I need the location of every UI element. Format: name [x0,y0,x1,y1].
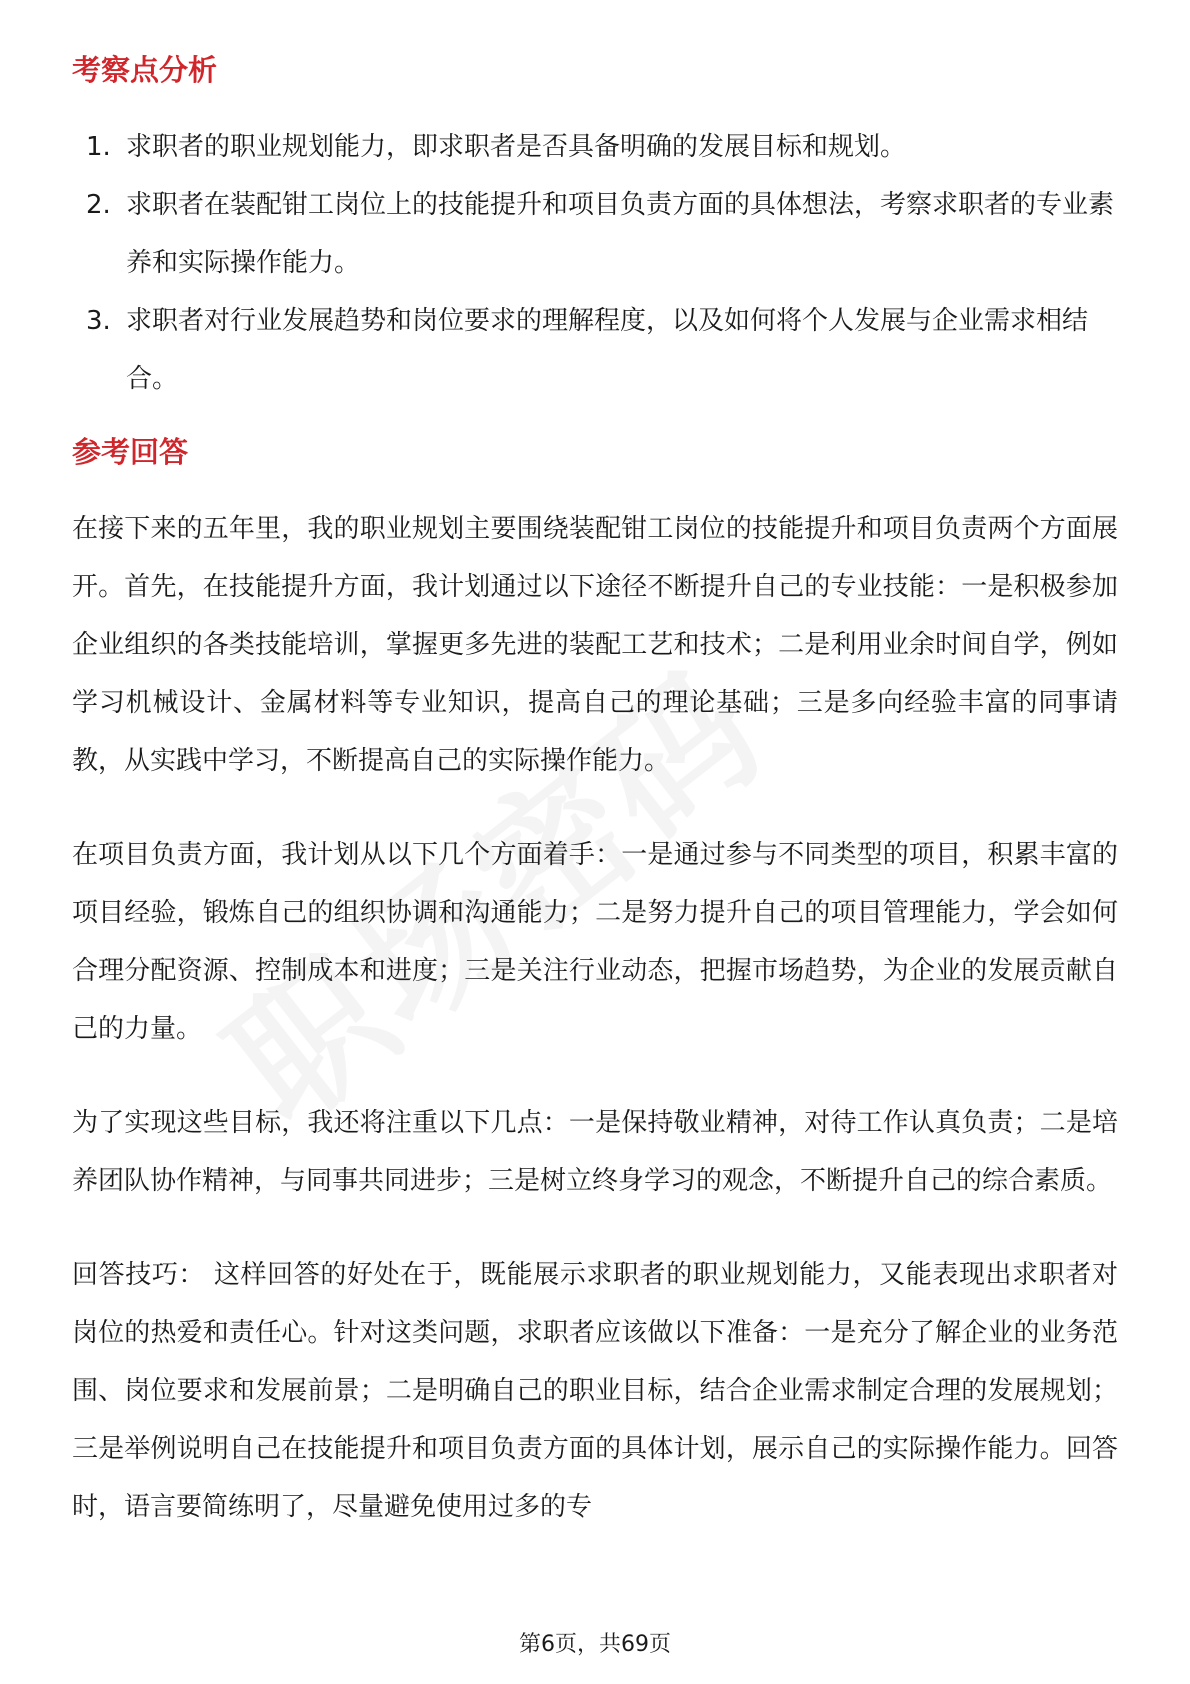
list-number: 3. [86,306,111,336]
analysis-item [72,118,1118,176]
answer-paragraph: 为了实现这些目标，我还将注重以下几点：一是保持敬业精神，对待工作认真负责；二是培养团队协作精神，与同事共同进步；三是树立终身学习的观念，不断提升自己的综合素质。 [72,1108,1118,1196]
list-number: 1. [86,132,111,162]
analysis-item [72,176,1118,292]
answer-body [72,500,1118,1572]
analysis-item [72,292,1118,408]
answer-title: 参考回答 [72,435,189,469]
answer-paragraph: 在接下来的五年里，我的职业规划主要围绕装配钳工岗位的技能提升和项目负责两个方面展开。首先，在技能提升方面，我计划通过以下途径不断提升自己的专业技能：一是积极参加企业组织的各类技能培训，掌握更多先进的装配工艺和技术；二是利用业余时间自学，例如学习机械设计、金属材料等专业知识，提高自己的理论基础；三是多向经验丰富的同事请教，从实践中学习，不断提高自己的实际操作能力。 [72,514,1118,776]
answer-paragraph: 在项目负责方面，我计划从以下几个方面着手：一是通过参与不同类型的项目，积累丰富的项目经验，锻炼自己的组织协调和沟通能力；二是努力提升自己的项目管理能力，学会如何合理分配资源、控制成本和进度；三是关注行业动态，把握市场趋势，为企业的发展贡献自己的力量。 [72,840,1118,1044]
page-number-footer: 第6页，共69页 [519,1632,671,1657]
analysis-list [72,118,1118,408]
analysis-title: 考察点分析 [72,53,218,87]
analysis-item-text: 求职者对行业发展趋势和岗位要求的理解程度，以及如何将个人发展与企业需求相结合。 [126,306,1089,394]
list-number: 2. [86,190,111,220]
analysis-item-text: 求职者的职业规划能力，即求职者是否具备明确的发展目标和规划。 [126,132,907,162]
answer-tips-paragraph: 回答技巧： 这样回答的好处在于，既能展示求职者的职业规划能力，又能表现出求职者对岗位的热爱和责任心。针对这类问题，求职者应该做以下准备：一是充分了解企业的业务范围、岗位要求和发展前景；二是明确自己的职业目标，结合企业需求制定合理的发展规划；三是举例说明自己在技能提升和项目负责方面的具体计划，展示自己的实际操作能力。回答时，语言要简练明了，尽量避免使用过多的专 [72,1260,1118,1522]
analysis-item-text: 求职者在装配钳工岗位上的技能提升和项目负责方面的具体想法，考察求职者的专业素养和实际操作能力。 [126,190,1115,278]
